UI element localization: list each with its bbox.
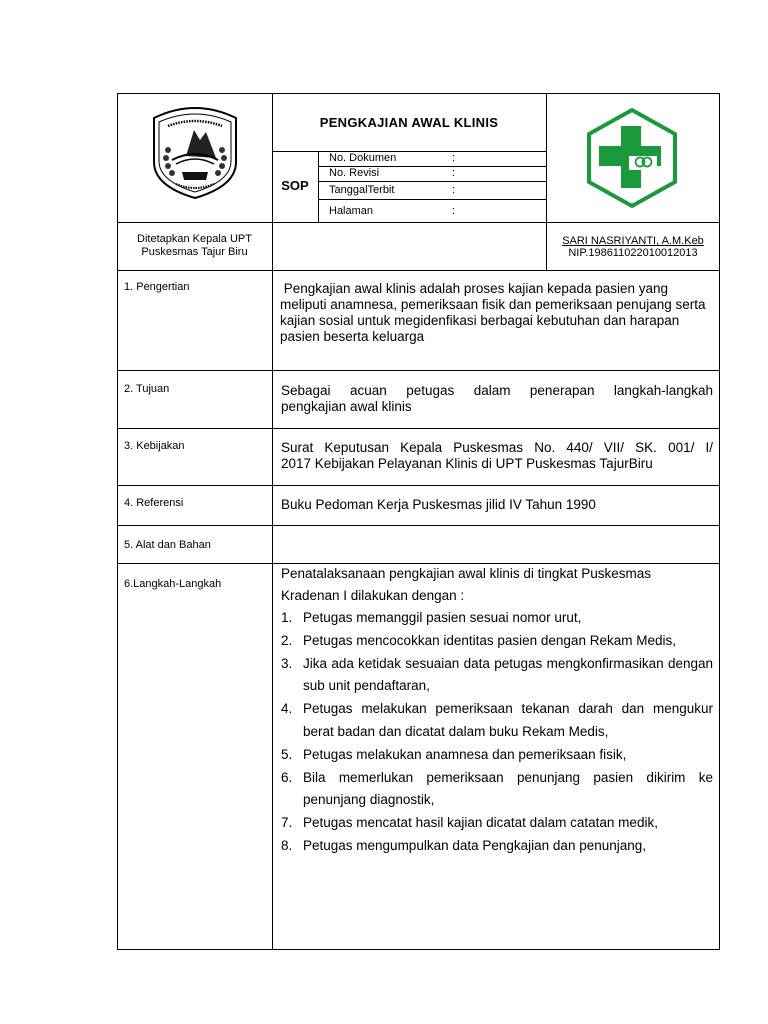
- list-item: [281, 812, 713, 835]
- section-divider: [117, 370, 720, 371]
- step-text: Petugas mencocokkan identitas pasien dengan Rekam Medis,: [303, 632, 676, 648]
- langkah-intro: Penatalaksanaan pengkajian awal klinis di tingkat Puskesmas Kradenan I dilakukan dengan :: [281, 566, 651, 603]
- step-text: Petugas melakukan pemeriksaan tekanan darah dan mengukur berat badan dan dicatat dalam buku Rekam Medis,: [303, 701, 713, 739]
- step-number: 7.: [281, 815, 293, 831]
- issue-date-label: TanggalTerbit: [329, 184, 395, 196]
- step-text: Petugas memanggil pasien sesuai nomor urut,: [303, 610, 582, 625]
- section-label-pengertian: 1. Pengertian: [124, 281, 190, 293]
- step-number: 1.: [281, 610, 293, 625]
- referensi-text: Buku Pedoman Kerja Puskesmas jilid IV Tahun 1990: [281, 497, 596, 512]
- established-by-line2: Puskesmas Tajur Biru: [141, 246, 248, 258]
- established-by-line1: Ditetapkan Kepala UPT: [137, 233, 252, 245]
- list-item: [281, 607, 713, 630]
- header-right-divider: [546, 93, 547, 222]
- step-number: 5.: [281, 746, 293, 762]
- signatory-nip: NIP.198611022010012013: [568, 247, 698, 259]
- sop-divider: [318, 151, 319, 222]
- page-label: Halaman: [329, 205, 374, 217]
- kebijakan-line1: Surat Keputusan Kepala Puskesmas No. 440/ VII/ SK. 001/ I/: [281, 440, 713, 455]
- doc-number-colon: :: [452, 152, 456, 164]
- step-text: Bila memerlukan pemeriksaan penunjang pasien dikirim ke penunjang diagnostik,: [303, 769, 713, 808]
- kebijakan-line2: 2017 Kebijakan Pelayanan Klinis di UPT Puskesmas TajurBiru: [281, 456, 653, 471]
- list-item: [281, 630, 713, 653]
- field-divider: [318, 181, 546, 182]
- section-label-langkah: 6.Langkah-Langkah: [124, 578, 222, 590]
- field-divider: [318, 199, 546, 200]
- signature-block: [546, 235, 720, 259]
- revision-label: No. Revisi: [329, 167, 380, 179]
- tujuan-line1: Sebagai acuan petugas dalam penerapan langkah-langkah: [281, 383, 713, 398]
- step-number: 6.: [281, 769, 293, 785]
- page-colon: :: [452, 205, 456, 217]
- tujuan-line2: pengkajian awal klinis: [281, 399, 412, 414]
- tujuan-text: [281, 383, 713, 415]
- step-number: 4.: [281, 701, 293, 717]
- sop-label: SOP: [281, 178, 309, 193]
- step-text: Petugas mencatat hasil kajian dicatat dalam catatan medik,: [303, 815, 658, 831]
- step-text: Petugas mengumpulkan data Pengkajian dan penunjang,: [303, 837, 647, 853]
- step-text: Petugas melakukan anamnesa dan pemeriksaan fisik,: [303, 746, 627, 762]
- list-item: [281, 767, 713, 813]
- section-label-tujuan: 2. Tujuan: [124, 383, 170, 395]
- page-title: PENGKAJIAN AWAL KLINIS: [319, 115, 499, 130]
- puskesmas-cross-logo-icon: [585, 108, 679, 208]
- list-item: [281, 653, 713, 699]
- doc-number-label: No. Dokumen: [329, 152, 397, 164]
- regency-emblem-icon: [146, 104, 244, 200]
- section-label-kebijakan: 3. Kebijakan: [124, 440, 185, 452]
- revision-colon: :: [452, 167, 456, 179]
- header-bottom-divider: [117, 222, 720, 223]
- established-by: [117, 233, 272, 259]
- section-divider: [117, 525, 720, 526]
- issue-date-colon: :: [452, 184, 456, 196]
- step-text: Jika ada ketidak sesuaian data petugas mengkonfirmasikan dengan sub unit pendaftaran,: [303, 655, 713, 694]
- pengertian-text: Pengkajian awal klinis adalah proses kajian kepada pasien yang meliputi anamnesa, pemeriksaan fisik dan pemeriksaan penujang serta kajian sosial untuk megidenfikasi berbagai kebutuhan dan harapan pasien beserta keluarga: [280, 281, 710, 344]
- section-label-referensi: 4. Referensi: [124, 497, 184, 509]
- section-divider: [117, 485, 720, 486]
- section-divider: [117, 270, 720, 271]
- langkah-content: [281, 563, 713, 858]
- section-divider: [117, 428, 720, 429]
- step-number: 8.: [281, 837, 293, 853]
- list-item: [281, 698, 713, 744]
- signatory-name: SARI NASRIYANTI, A.M.Keb: [562, 235, 704, 247]
- step-number: 3.: [281, 655, 293, 671]
- list-item: [281, 744, 713, 767]
- kebijakan-text: [281, 440, 713, 472]
- title-divider: [272, 151, 546, 152]
- step-number: 2.: [281, 632, 293, 648]
- section-label-alat: 5. Alat dan Bahan: [124, 539, 211, 551]
- list-item: [281, 835, 713, 858]
